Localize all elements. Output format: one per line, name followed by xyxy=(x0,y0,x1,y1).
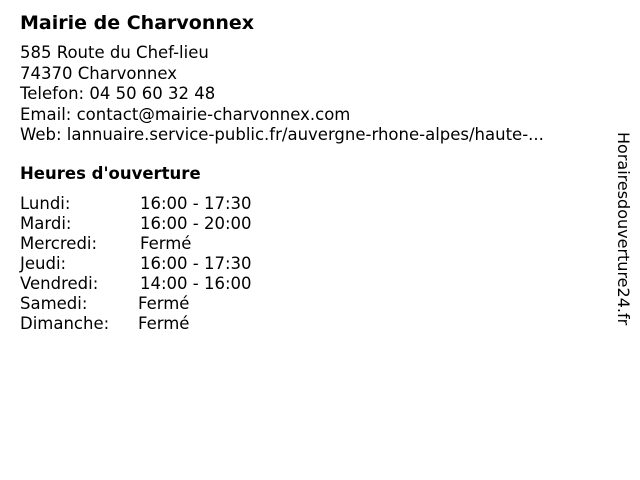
hours-row-friday xyxy=(20,274,252,294)
address-city: 74370 Charvonnex xyxy=(20,63,178,83)
opening-hours-heading: Heures d'ouverture xyxy=(20,164,201,183)
opening-hours-list xyxy=(20,194,252,334)
site-brand-text: Horairesdouverture24.fr xyxy=(614,132,633,326)
email-address[interactable]: Email: contact@mairie-charvonnex.com xyxy=(20,104,351,124)
day-hours: Fermé xyxy=(138,294,190,313)
address-street: 585 Route du Chef-lieu xyxy=(20,43,209,62)
phone-number[interactable]: Telefon: 04 50 60 32 48 xyxy=(20,84,216,103)
hours-row-tuesday xyxy=(20,214,252,234)
hours-row-thursday xyxy=(20,254,252,274)
day-hours: 14:00 - 16:00 xyxy=(140,274,252,293)
day-hours: 16:00 - 20:00 xyxy=(140,214,252,233)
day-hours: Fermé xyxy=(140,234,192,253)
day-label: Jeudi: xyxy=(20,254,67,273)
hours-row-sunday xyxy=(20,314,252,334)
contact-block xyxy=(20,43,590,146)
day-hours: 16:00 - 17:30 xyxy=(140,194,252,213)
day-label: Mercredi: xyxy=(20,234,98,253)
day-label: Mardi: xyxy=(20,214,72,233)
day-label: Dimanche: xyxy=(20,314,110,333)
day-hours: Fermé xyxy=(138,314,190,333)
business-name: Mairie de Charvonnex xyxy=(20,12,255,34)
hours-row-saturday xyxy=(20,294,252,314)
hours-row-wednesday xyxy=(20,234,252,254)
website-link[interactable]: Web: lannuaire.service-public.fr/auvergne-rhone-alpes/haute-... xyxy=(20,125,544,144)
day-label: Lundi: xyxy=(20,194,71,213)
day-hours: 16:00 - 17:30 xyxy=(140,254,252,273)
day-label: Vendredi: xyxy=(20,274,99,293)
site-brand-watermark xyxy=(612,132,634,372)
hours-row-monday xyxy=(20,194,252,214)
day-label: Samedi: xyxy=(20,294,88,313)
